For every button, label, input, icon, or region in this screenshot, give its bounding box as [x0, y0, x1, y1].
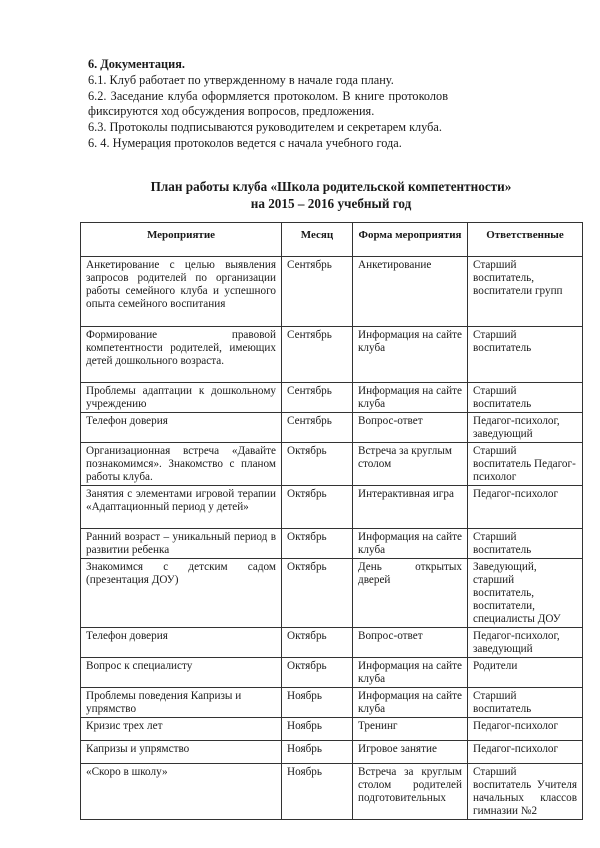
cell-form: Информация на сайте клуба — [353, 658, 468, 688]
cell-event: Телефон доверия — [81, 628, 282, 658]
header-form: Форма мероприятия — [353, 223, 468, 257]
clause-6-2-cont: фиксируются ход обсуждения вопросов, предложения. — [88, 104, 375, 119]
table-row — [81, 718, 583, 741]
table-row — [81, 529, 583, 559]
cell-form: Анкетирование — [353, 257, 468, 327]
table-row — [81, 257, 583, 327]
table-row — [81, 413, 583, 443]
table-row — [81, 688, 583, 718]
cell-event: Занятия с элементами игровой терапии «Адаптационный период у детей» — [81, 486, 282, 529]
cell-responsible: Старший воспитатель, воспитатели групп — [468, 257, 583, 327]
cell-month: Октябрь — [282, 628, 353, 658]
plan-title — [80, 178, 582, 212]
cell-month: Сентябрь — [282, 327, 353, 383]
cell-month: Октябрь — [282, 529, 353, 559]
clause-6-1: 6.1. Клуб работает по утвержденному в начале года плану. — [88, 72, 394, 87]
table-row — [81, 628, 583, 658]
cell-responsible: Родители — [468, 658, 583, 688]
clause-6-4: 6. 4. Нумерация протоколов ведется с начала учебного года. — [88, 135, 402, 150]
header-event: Мероприятие — [81, 223, 282, 257]
cell-month: Октябрь — [282, 443, 353, 486]
cell-month: Ноябрь — [282, 688, 353, 718]
cell-event: «Скоро в школу» — [81, 764, 282, 820]
clause-6-2: 6.2. Заседание клуба оформляется протоколом. В книге протоколов — [88, 88, 448, 103]
cell-event: Знакомимся с детским садом (презентация ДОУ) — [81, 559, 282, 628]
clause-6-3: 6.3. Протоколы подписываются руководителем и секретарем клуба. — [88, 120, 442, 135]
cell-month: Октябрь — [282, 559, 353, 628]
cell-event: Проблемы поведения Капризы и упрямство — [81, 688, 282, 718]
cell-responsible: Старший воспитатель — [468, 383, 583, 413]
cell-event: Анкетирование с целью выявления запросов родителей по организации работы семейного клуба и успешного опыта семейного воспитания — [81, 257, 282, 327]
cell-form: Вопрос-ответ — [353, 628, 468, 658]
cell-form: Встреча за круглым столом — [353, 443, 468, 486]
cell-responsible: Старший воспитатель Учителя начальных классов гимназии №2 — [468, 764, 583, 820]
cell-responsible: Старший воспитатель Педагог-психолог — [468, 443, 583, 486]
cell-form: Вопрос-ответ — [353, 413, 468, 443]
cell-month: Ноябрь — [282, 741, 353, 764]
cell-form: Информация на сайте клуба — [353, 383, 468, 413]
section-heading: 6. Документация. — [88, 57, 185, 71]
cell-responsible: Старший воспитатель — [468, 688, 583, 718]
table-row — [81, 764, 583, 820]
table-row — [81, 443, 583, 486]
cell-event: Формирование правовой компетентности родителей, имеющих детей дошкольного возраста. — [81, 327, 282, 383]
header-month: Месяц — [282, 223, 353, 257]
cell-form: День открытых дверей — [353, 559, 468, 628]
table-header-row — [81, 223, 583, 257]
cell-form: Игровое занятие — [353, 741, 468, 764]
cell-event: Кризис трех лет — [81, 718, 282, 741]
table-row — [81, 741, 583, 764]
table-row — [81, 383, 583, 413]
cell-responsible: Педагог-психолог, заведующий — [468, 413, 583, 443]
header-responsible: Ответственные — [468, 223, 583, 257]
cell-responsible: Педагог-психолог, заведующий — [468, 628, 583, 658]
cell-event: Проблемы адаптации к дошкольному учреждению — [81, 383, 282, 413]
cell-responsible: Педагог-психолог — [468, 486, 583, 529]
cell-month: Ноябрь — [282, 764, 353, 820]
cell-month: Ноябрь — [282, 718, 353, 741]
cell-event: Вопрос к специалисту — [81, 658, 282, 688]
cell-event: Организационная встреча «Давайте познакомимся». Знакомство с планом работы клуба. — [81, 443, 282, 486]
cell-event: Капризы и упрямство — [81, 741, 282, 764]
cell-responsible: Старший воспитатель — [468, 327, 583, 383]
plan-table — [80, 222, 583, 820]
cell-month: Октябрь — [282, 658, 353, 688]
plan-title-line2: на 2015 – 2016 учебный год — [250, 196, 412, 211]
cell-month: Сентябрь — [282, 413, 353, 443]
cell-form: Встреча за круглым столом родителей подготовительных — [353, 764, 468, 820]
table-row — [81, 559, 583, 628]
cell-responsible: Педагог-психолог — [468, 741, 583, 764]
cell-form: Информация на сайте клуба — [353, 327, 468, 383]
cell-month: Октябрь — [282, 486, 353, 529]
cell-month: Сентябрь — [282, 257, 353, 327]
cell-form: Информация на сайте клуба — [353, 529, 468, 559]
cell-responsible: Педагог-психолог — [468, 718, 583, 741]
documentation-section — [88, 57, 448, 152]
cell-month: Сентябрь — [282, 383, 353, 413]
cell-event: Телефон доверия — [81, 413, 282, 443]
cell-responsible: Старший воспитатель — [468, 529, 583, 559]
cell-form: Тренинг — [353, 718, 468, 741]
cell-form: Информация на сайте клуба — [353, 688, 468, 718]
cell-event: Ранний возраст – уникальный период в развитии ребенка — [81, 529, 282, 559]
cell-form: Интерактивная игра — [353, 486, 468, 529]
table-row — [81, 327, 583, 383]
table-row — [81, 658, 583, 688]
cell-responsible: Заведующий, старший воспитатель, воспитатели, специалисты ДОУ — [468, 559, 583, 628]
table-row — [81, 486, 583, 529]
plan-title-line1: План работы клуба «Школа родительской компетентности» — [150, 179, 512, 194]
